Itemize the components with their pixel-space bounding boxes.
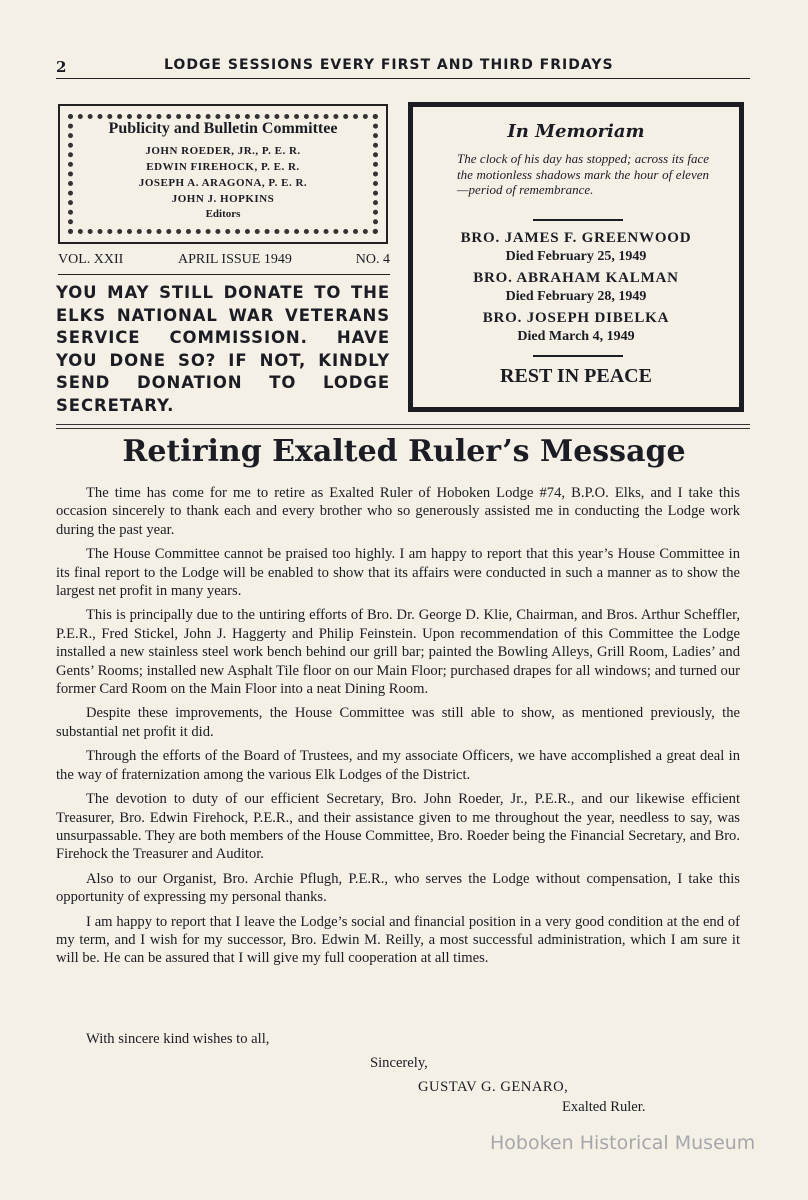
committee-box	[58, 104, 388, 244]
death-date: Died March 4, 1949	[517, 329, 635, 344]
signer-title: Exalted Ruler.	[562, 1099, 646, 1115]
issue-number: NO. 4	[355, 252, 390, 267]
article-paragraph: Despite these improvements, the House Committee was still able to show, as mentioned previously, the substantial net profit it did.	[56, 705, 740, 740]
editors-label: Editors	[205, 208, 241, 220]
memoriam-title: In Memoriam	[507, 121, 645, 142]
donation-notice: YOU MAY STILL DONATE TO THE ELKS NATIONAL WAR VETERANS SERVICE COMMISSION. HAVE YOU DONE SO? IF NOT, KINDLY SEND DONATION TO LODGE SECRETARY.	[56, 283, 390, 415]
closing-greeting: With sincere kind wishes to all,	[86, 1031, 270, 1047]
volume-label: VOL. XXII	[58, 252, 124, 267]
signer-name: GUSTAV G. GENARO,	[418, 1079, 569, 1095]
memoriam-list	[413, 229, 739, 349]
issue-date: APRIL ISSUE 1949	[178, 252, 292, 267]
article-paragraph: The time has come for me to retire as Exalted Ruler of Hoboken Lodge #74, B.P.O. Elks, and I take this occasion sincerely to thank each and every brother who so generously assisted me in conducting the Lodge work during the past year.	[56, 485, 740, 538]
article-paragraph: The House Committee cannot be praised too highly. I am happy to report that this year’s House Committee in its final report to the Lodge will be enabled to show that its affairs were conducted in such a manner as to show the largest net profit in many years.	[56, 546, 740, 600]
article-paragraph: Also to our Organist, Bro. Archie Pflugh, P.E.R., who serves the Lodge without compensation, I take this opportunity of expressing my personal thanks.	[56, 870, 740, 906]
sign-off: Sincerely,	[370, 1055, 428, 1071]
memoriam-verse: The clock of his day has stopped; across its face the motionless shadows mark the hour of eleven—period of remembrance.	[457, 151, 709, 197]
article-paragraph: I am happy to report that I leave the Lodge’s social and financial position in a very good condition at the end of my term, and I wish for my successor, Bro. Edwin M. Reilly, a most successful administration, which I am sure it will be. He can be assured that I will give my full cooperation at all times.	[56, 913, 740, 967]
death-date: Died February 25, 1949	[505, 249, 647, 264]
article-paragraph: This is principally due to the untiring efforts of Bro. Dr. George D. Klie, Chairman, and Bros. Arthur Scheffler, P.E.R., Fred Stickel, John J. Haggerty and Philip Feinstein. Upon recommendation of this Committee the Lodge installed a new stainless steel work bench behind our grill bar; painted the Bowling Alleys, Grill Room, Ladies’ and Gents’ Rooms; installed new Asphalt Tile floor on our Main Floor; purchased drapes for all windows; and turned our former Card Room on the Main Floor into a neat Dining Room.	[56, 607, 740, 698]
memoriam-box	[408, 102, 744, 412]
committee-title: Publicity and Bulletin Committee	[108, 120, 338, 137]
section-divider	[56, 424, 750, 429]
museum-watermark: Hoboken Historical Museum	[490, 1132, 756, 1154]
article-paragraph: The devotion to duty of our efficient Secretary, Bro. John Roeder, Jr., P.E.R., and our likewise efficient Treasurer, Bro. Edwin Firehock, P.E.R., and their assistance given to me throughout the year, needless to say, was unsurpassable. They are both members of the House Committee, Bro. Roeder being the Financial Secretary, and Bro. Firehock the Treasurer and Auditor.	[56, 791, 740, 863]
issue-line	[58, 252, 390, 275]
death-date: Died February 28, 1949	[505, 289, 647, 304]
deceased-name: BRO. ABRAHAM KALMAN	[473, 270, 679, 286]
committee-member: EDWIN FIREHOCK, P. E. R.	[146, 161, 300, 173]
article-body	[56, 484, 740, 974]
memoriam-rule-bottom	[533, 355, 623, 357]
committee-member: JOHN ROEDER, JR., P. E. R.	[145, 145, 301, 157]
memoriam-rule-top	[533, 219, 623, 221]
page-number: 2	[56, 58, 67, 76]
article-headline: Retiring Exalted Ruler’s Message	[122, 434, 686, 469]
deceased-name: BRO. JAMES F. GREENWOOD	[460, 230, 692, 246]
running-head-text: LODGE SESSIONS EVERY FIRST AND THIRD FRIDAYS	[164, 57, 614, 73]
committee-member: JOSEPH A. ARAGONA, P. E. R.	[138, 177, 308, 189]
committee-member: JOHN J. HOPKINS	[171, 193, 275, 205]
running-header	[56, 56, 750, 79]
committee-content	[72, 120, 374, 232]
rest-in-peace: REST IN PEACE	[500, 365, 652, 387]
article-paragraph: Through the efforts of the Board of Trustees, and my associate Officers, we have accomplished a great deal in the way of fraternization among the various Elk Lodges of the District.	[56, 748, 740, 783]
deceased-name: BRO. JOSEPH DIBELKA	[482, 310, 670, 326]
